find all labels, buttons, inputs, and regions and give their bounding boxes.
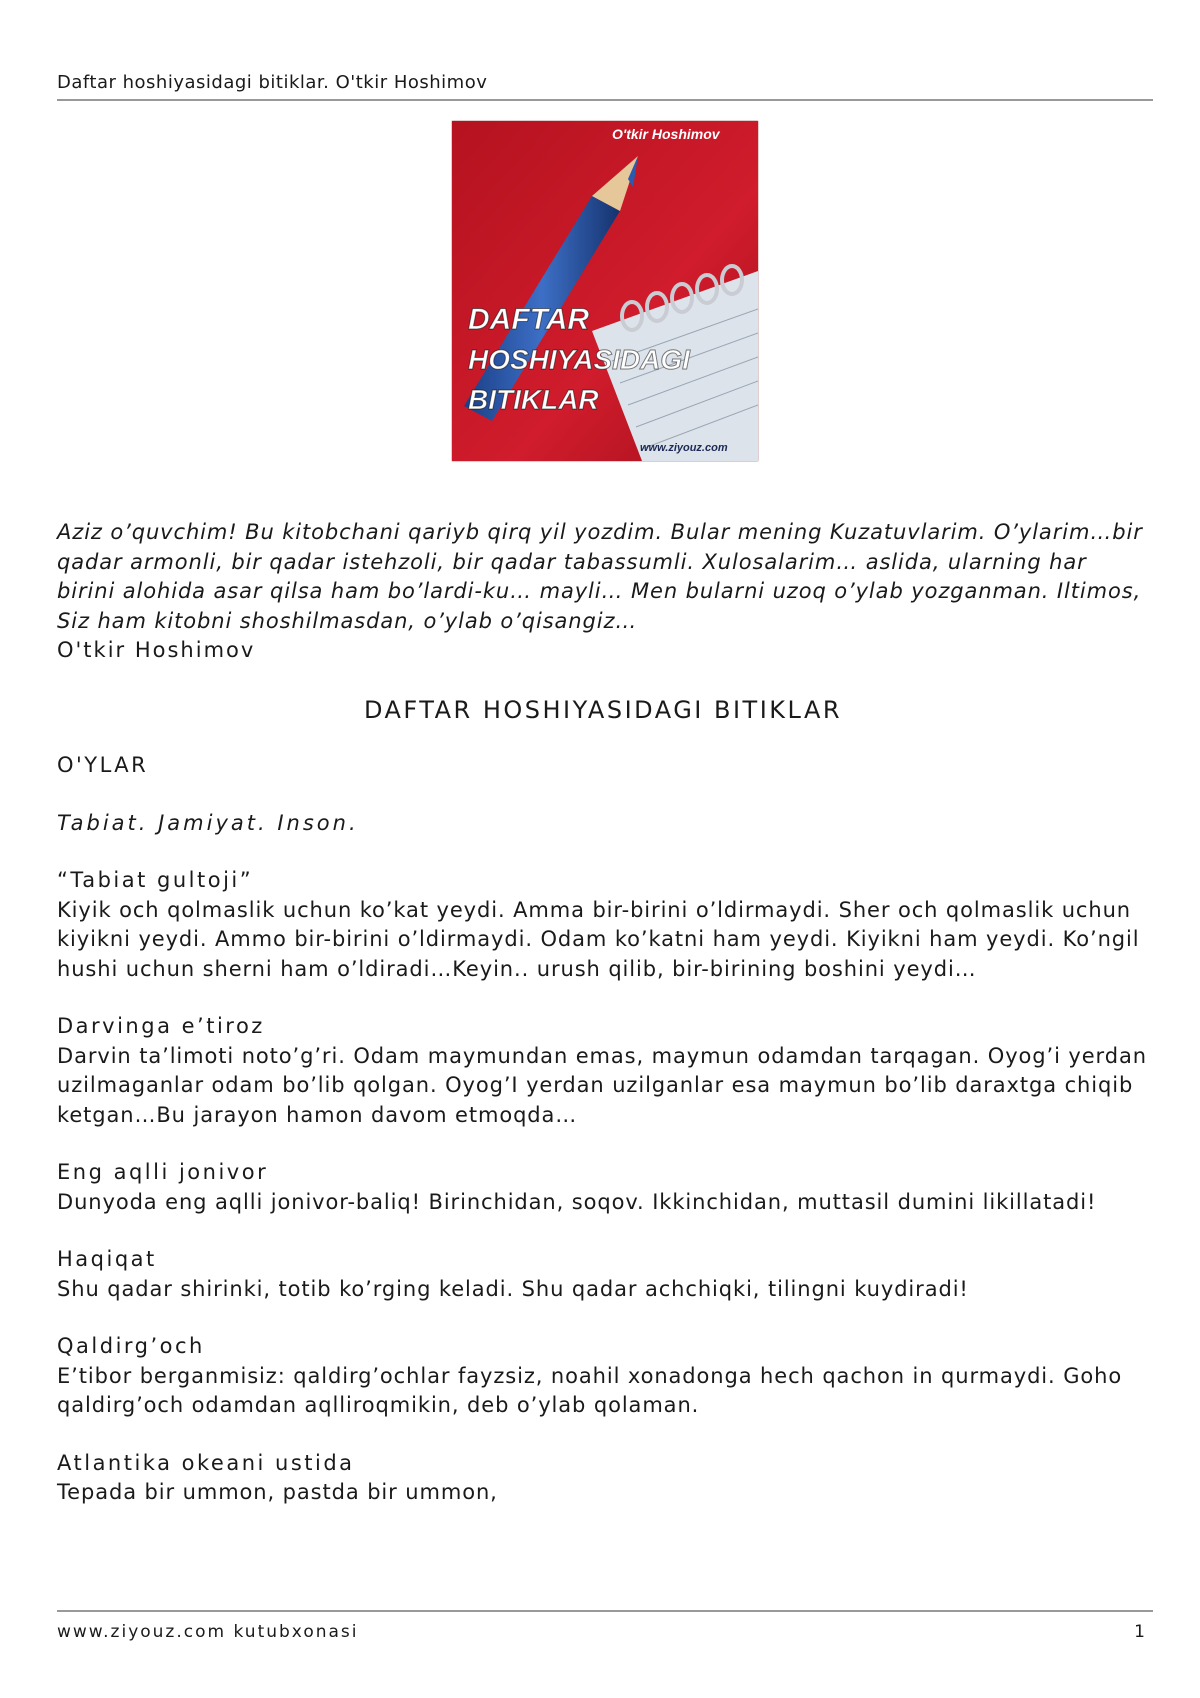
section-subtitle: Tabiat. Jamiyat. Inson. [57, 810, 359, 835]
footer-site-label: www.ziyouz.com kutubxonasi [57, 1622, 359, 1642]
running-title: Daftar hoshiyasidagi bitiklar. O'tkir Hoshimov [57, 72, 488, 93]
cover-title-line3: BITIKLAR [468, 384, 599, 415]
page-number: 1 [1134, 1622, 1145, 1642]
entry [57, 1012, 1149, 1130]
cover-site: www.ziyouz.com [640, 442, 728, 454]
intro-signature: O'tkir Hoshimov [57, 638, 256, 662]
entry-title: “Tabiat gultoji” [57, 868, 254, 892]
entry-text: Tepada bir ummon, pastda bir ummon, [57, 1480, 498, 1504]
page-footer [57, 1610, 1153, 1642]
intro-paragraph: Aziz o’quvchim! Bu kitobchani qariyb qirq yil yozdim. Bular mening Kuzatuvlarim. O’ylarim…bir qadar armonli, bir qadar istehzoli, bir qadar tabassumli. Xulosalarim… aslida, ularning har birini alohida asar qilsa ham bo’lardi-ku… mayli… Men bularni uzoq o’ylab yozganman. Iltimos, Siz ham kitobni shoshilmasdan, o’ylab o’qisangiz… [57, 520, 1143, 633]
entry [57, 1245, 1149, 1304]
entry-title: Atlantika okeani ustida [57, 1450, 355, 1475]
cover-title-line1: DAFTAR [468, 303, 590, 336]
entry-text: E’tibor berganmisiz: qaldirg’ochlar fayzsiz, noahil xonadonga hech qachon in qurmaydi. Goho qaldirg’och odamdan aqlliroqmikin, deb o’ylab qolaman. [57, 1363, 1123, 1417]
cover-author: O'tkir Hoshimov [612, 126, 720, 142]
entry-title: Qaldirg’och [57, 1334, 205, 1358]
entry-text: Shu qadar shirinki, totib ko’rging keladi. Shu qadar achchiqki, tilingni kuydiradi! [57, 1276, 969, 1301]
entry-title: Darvinga e’tiroz [57, 1014, 265, 1038]
entry-title: Haqiqat [57, 1247, 157, 1271]
book-cover-image [452, 121, 758, 461]
section-title: O'YLAR [57, 753, 149, 777]
entry [57, 1332, 1149, 1421]
entry-text: Dunyoda eng aqlli jonivor-baliq! Birinchidan, soqov. Ikkinchidan, muttasil dumini likillatadi! [57, 1189, 1097, 1214]
entry [57, 866, 1149, 984]
entry-text: Kiyik och qolmaslik uchun ko’kat yeydi. Amma bir-birini o’ldirmaydi. Sher och qolmaslik uchun kiyikni yeydi. Ammo bir-birini o’ldirmaydi. Odam ko’katni ham yeydi. Kiyikni ham yeydi. Ko’ngil hushi uchun sherni ham o’ldiradi…Keyin.. urush qilib, bir-birining boshini yeydi… [57, 897, 1140, 981]
main-title: DAFTAR HOSHIYASIDAGI BITIKLAR [363, 695, 843, 724]
entry-text: Darvin ta’limoti noto’g’ri. Odam maymundan emas, maymun odamdan tarqagan. Oyog’i yerdan uzilmaganlar odam bo’lib qolgan. Oyog’I yerdan uzilganlar esa maymun bo’lib daraxtga chiqib ketgan…Bu jarayon hamon davom etmoqda… [57, 1043, 1147, 1127]
document-body [57, 518, 1149, 1536]
book-cover-art [452, 121, 758, 461]
entry-title: Eng aqlli jonivor [57, 1160, 269, 1184]
entry [57, 1449, 1149, 1508]
cover-title-line2: HOSHIYASIDAGI [468, 344, 690, 375]
entry [57, 1158, 1149, 1217]
running-header [57, 72, 1153, 101]
